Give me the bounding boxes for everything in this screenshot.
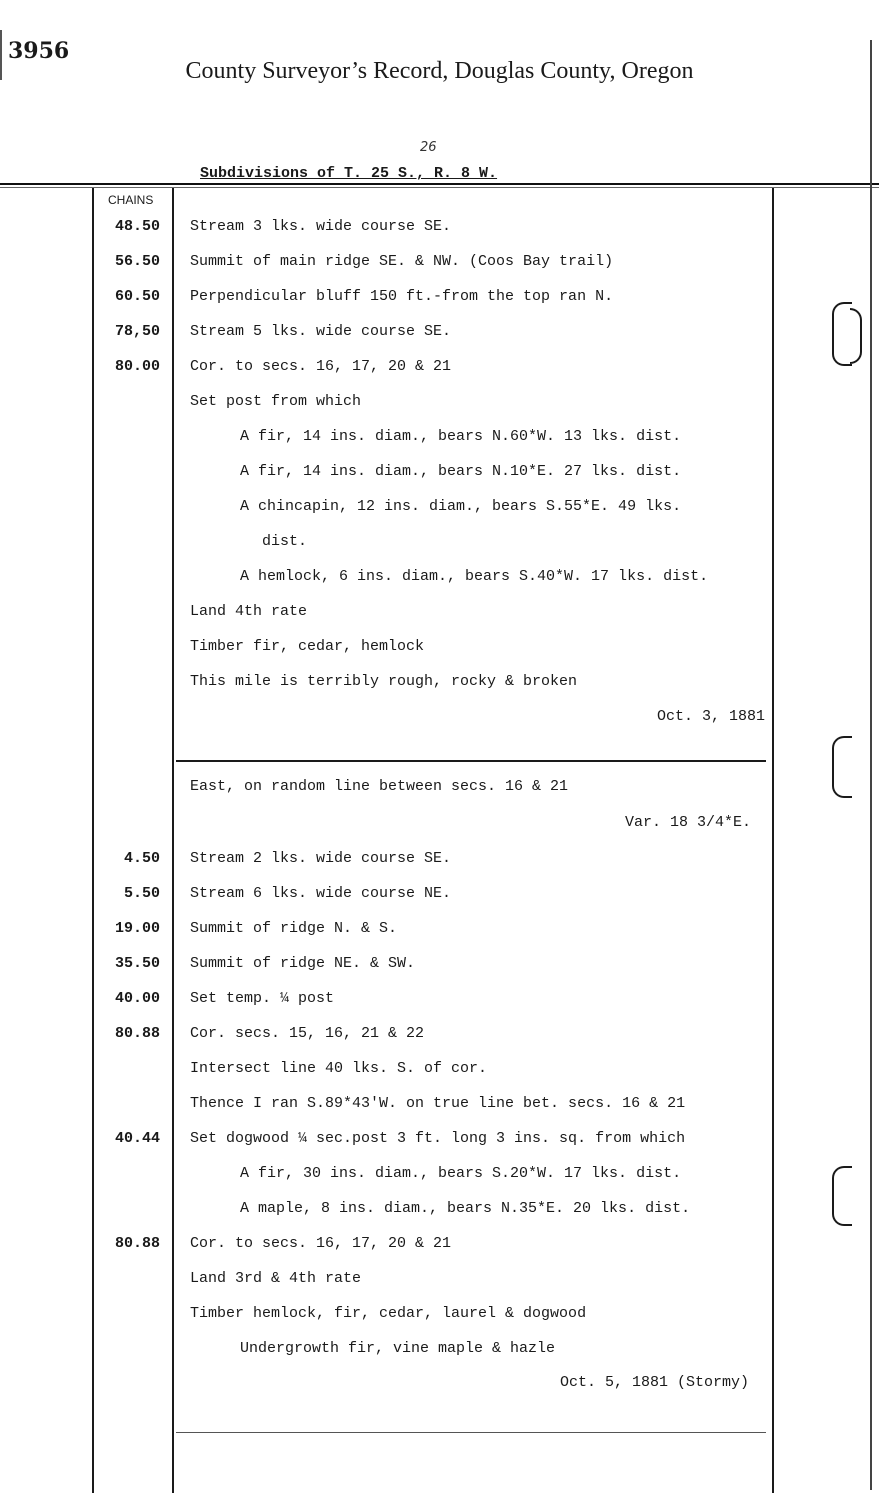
entry-text: This mile is terribly rough, rocky & broken [190,673,578,690]
record-row [0,912,879,947]
margin-bracket [832,736,852,798]
entry-text: Cor. to secs. 16, 17, 20 & 21 [190,1235,452,1252]
chain-value: 60.50 [114,288,160,305]
entry-text: A fir, 14 ins. diam., bears N.60*W. 13 lks. dist. [240,428,682,445]
record-row [0,982,879,1017]
record-row [0,1227,879,1262]
record-row [0,420,879,455]
entry-text: Undergrowth fir, vine maple & hazle [240,1340,556,1357]
variation-text: Var. 18 3/4*E. [624,814,751,831]
record-row [0,630,879,665]
entry-text: Set temp. ¼ post [190,990,335,1007]
entry-text: Land 4th rate [190,603,308,620]
page-number: 3956 [8,38,70,64]
entry-text: Set post from which [190,393,362,410]
header-rule [0,183,879,185]
variation-row [0,806,879,841]
record-row [0,1192,879,1227]
margin-bracket [832,302,852,366]
chain-value: 56.50 [114,253,160,270]
chain-value: 40.00 [114,990,160,1007]
entry-text: Timber hemlock, fir, cedar, laurel & dogwood [190,1305,587,1322]
entry-text: Cor. secs. 15, 16, 21 & 22 [190,1025,425,1042]
chains-column-header: CHAINS [108,193,154,207]
entry-text: Perpendicular bluff 150 ft.-from the top ran N. [190,288,614,305]
chain-value: 19.00 [114,920,160,937]
entry-text: Stream 6 lks. wide course NE. [190,885,452,902]
entry-text: Summit of ridge N. & S. [190,920,398,937]
entry-text: dist. [262,533,308,550]
record-row [0,1332,879,1367]
chain-value: 48.50 [114,218,160,235]
entry-text: A fir, 14 ins. diam., bears N.10*E. 27 lks. dist. [240,463,682,480]
entry-text: A fir, 30 ins. diam., bears S.20*W. 17 lks. dist. [240,1165,682,1182]
entry-text: Stream 3 lks. wide course SE. [190,218,452,235]
record-row [0,280,879,315]
date-label: Oct. 5, 1881 (Stormy) [559,1374,749,1391]
record-title: County Surveyor’s Record, Douglas County, Oregon [185,58,694,84]
entry-text: Summit of main ridge SE. & NW. (Coos Bay trail) [190,253,614,270]
record-row [0,350,879,385]
entry-text: A chincapin, 12 ins. diam., bears S.55*E. 49 lks. [240,498,682,515]
record-row [0,455,879,490]
record-row [0,1262,879,1297]
entry-text: A maple, 8 ins. diam., bears N.35*E. 20 lks. dist. [240,1200,691,1217]
record-row [0,490,879,525]
entry-text: Land 3rd & 4th rate [190,1270,362,1287]
chain-value: 80.00 [114,358,160,375]
record-row [0,595,879,630]
section-two-date [0,1366,879,1401]
entry-text: Stream 5 lks. wide course SE. [190,323,452,340]
chain-value: 5.50 [123,885,160,902]
record-row [0,210,879,245]
date-label: Oct. 3, 1881 [656,708,765,725]
section-one-date [0,700,879,735]
margin-bracket [832,1166,852,1226]
entry-text: A hemlock, 6 ins. diam., bears S.40*W. 17 lks. dist. [240,568,709,585]
record-row [0,1017,879,1052]
entry-text: Stream 2 lks. wide course SE. [190,850,452,867]
chain-value: 35.50 [114,955,160,972]
chain-value: 40.44 [114,1130,160,1147]
margin-bracket [850,308,862,364]
record-row [0,315,879,350]
entry-text: Cor. to secs. 16, 17, 20 & 21 [190,358,452,375]
record-row [0,1297,879,1332]
record-row [0,385,879,420]
chain-value: 4.50 [123,850,160,867]
header-rule-secondary [0,187,879,188]
record-row [0,877,879,912]
entry-text: Summit of ridge NE. & SW. [190,955,416,972]
chain-value: 80.88 [114,1025,160,1042]
record-row [0,1122,879,1157]
section-two-heading [0,770,879,805]
bottom-divider [176,1432,766,1433]
record-row [0,560,879,595]
handwritten-note: 26 [420,140,437,155]
record-row [0,842,879,877]
record-row [0,525,879,560]
entry-text: Thence I ran S.89*43'W. on true line bet. secs. 16 & 21 [190,1095,686,1112]
record-row [0,947,879,982]
heading-text: East, on random line between secs. 16 & 21 [190,778,569,795]
record-row [0,1052,879,1087]
section-divider [176,760,766,762]
entry-text: Timber fir, cedar, hemlock [190,638,425,655]
record-row [0,1087,879,1122]
subdivision-title: Subdivisions of T. 25 S., R. 8 W. [200,165,498,182]
record-row [0,665,879,700]
entry-text: Intersect line 40 lks. S. of cor. [190,1060,488,1077]
record-row [0,245,879,280]
record-row [0,1157,879,1192]
entry-text: Set dogwood ¼ sec.post 3 ft. long 3 ins. sq. from which [190,1130,686,1147]
chain-value: 80.88 [114,1235,160,1252]
chain-value: 78,50 [114,323,160,340]
